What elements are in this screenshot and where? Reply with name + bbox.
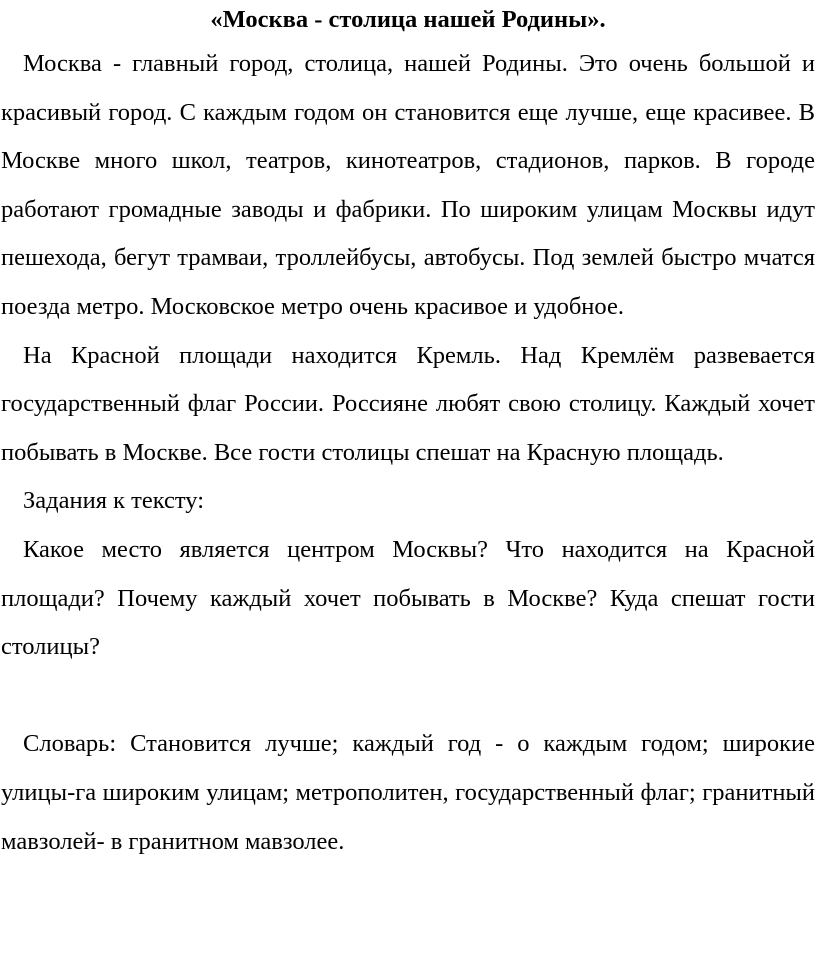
questions-paragraph: Какое место является центром Москвы? Что находится на Красной площади? Почему каждый хочет побывать в Москве? Куда спешат гости столицы? (1, 535, 815, 661)
paragraph-moscow-city: Москва - главный город, столица, нашей Родины. Это очень большой и красивый город. С каждым годом он становится еще лучше, еще красивее. В Москве много школ, театров, кинотеатров, стадионов, парков. В городе работают громадные заводы и фабрики. По широким улицам Москвы идут пешехода, бегут трамваи, троллейбусы, автобусы. Под землей быстро мчатся поезда метро. Московское метро очень красивое и удобное. (1, 50, 815, 320)
blank-line (1, 672, 815, 721)
tasks-heading: Задания к тексту: (23, 487, 204, 515)
vocabulary-paragraph: Словарь: Становится лучше; каждый год - о каждым годом; широкие улицы-га широким улицам; метрополитен, государственный флаг; гранитный мавзолей- в гранитном мавзолее. (1, 730, 815, 855)
document-title: «Москва - столица нашей Родины». (210, 6, 606, 33)
paragraph-red-square: На Красной площади находится Кремль. Над Кремлём развевается государственный флаг России. Россияне любят свою столицу. Каждый хочет побывать в Москве. Все гости столицы спешат на Красную площадь. (1, 341, 815, 466)
